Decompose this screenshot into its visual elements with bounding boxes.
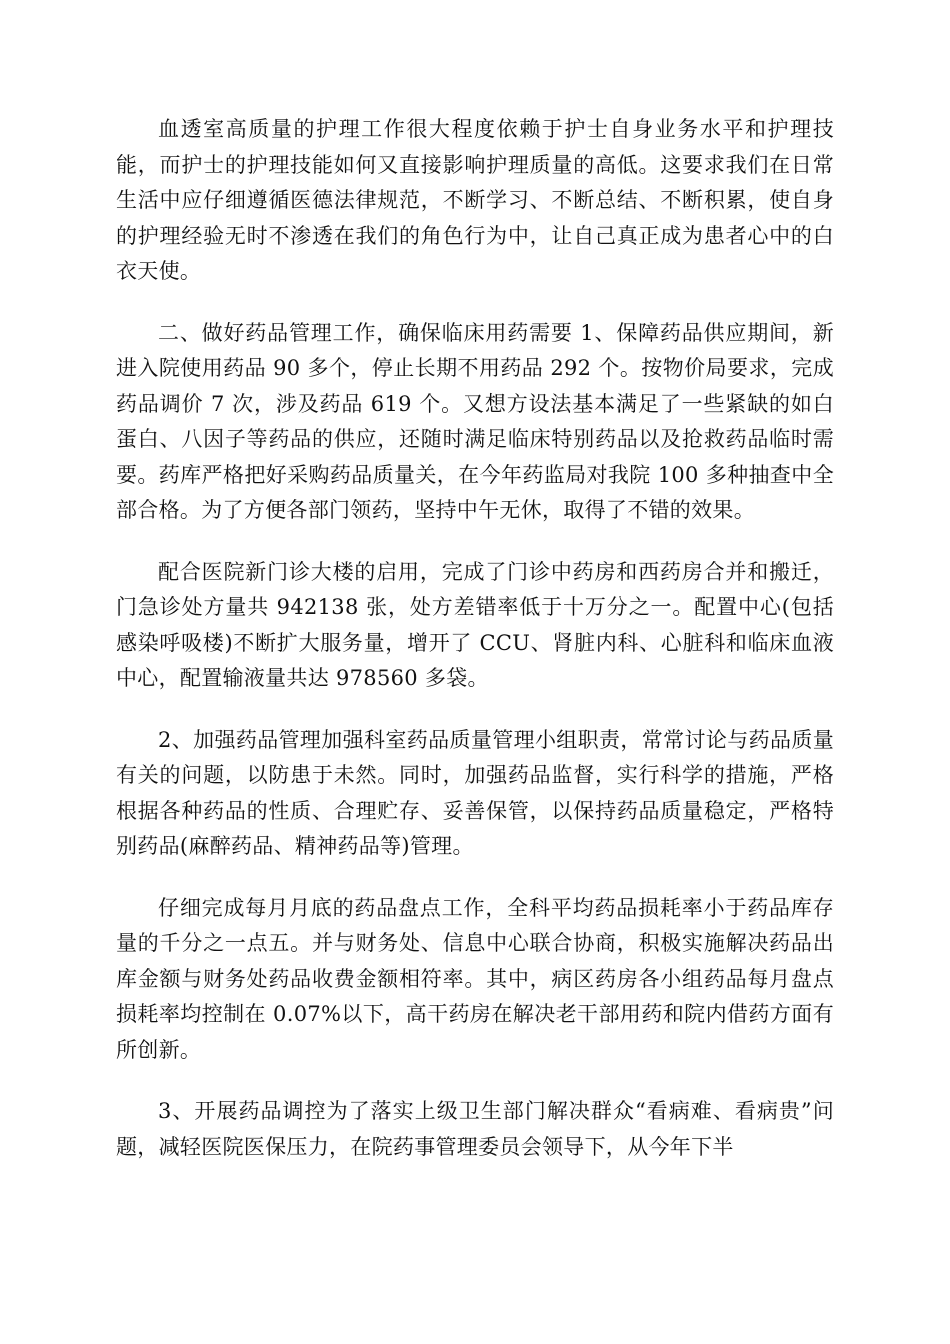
paragraph-drug-regulation: 3、开展药品调控为了落实上级卫生部门解决群众“看病难、看病贵”问题，减轻医院医保压力，在院药事管理委员会领导下，从今年下半 — [116, 1099, 834, 1159]
paragraph-nursing-quality: 血透室高质量的护理工作很大程度依赖于护士自身业务水平和护理技能，而护士的护理技能如何又直接影响护理质量的高低。这要求我们在日常生活中应仔细遵循医德法律规范，不断学习、不断总结、不断积累，使自身的护理经验无时不渗透在我们的角色行为中，让自己真正成为患者心中的白衣天使。 — [116, 117, 834, 283]
paragraph-inventory: 仔细完成每月月底的药品盘点工作，全科平均药品损耗率小于药品库存量的千分之一点五。并与财务处、信息中心联合协商，积极实施解决药品出库金额与财务处药品收费金额相符率。其中，病区药房各小组药品每月盘点损耗率均控制在 0.07%以下，高干药房在解决老干部用药和院内借药方面有所创新。 — [116, 895, 834, 1062]
paragraph-drug-management: 二、做好药品管理工作，确保临床用药需要 1、保障药品供应期间，新进入院使用药品 90 多个，停止长期不用药品 292 个。按物价局要求，完成药品调价 7 次，涉及药品 619 个。又想方设法基本满足了一些紧缺的如白蛋白、八因子等药品的供应，还随时满足临床特别药品以及抢救药品临时需要。药库严格把好采购药品质量关，在今年药监局对我院 100 多种抽查中全部合格。为了方便各部门领药，坚持中午无休，取得了不错的效果。 — [116, 320, 834, 522]
document-body — [116, 112, 834, 1191]
paragraph-outpatient-pharmacy: 配合医院新门诊大楼的启用，完成了门诊中药房和西药房合并和搬迁，门急诊处方量共 942138 张，处方差错率低于十万分之一。配置中心(包括感染呼吸楼)不断扩大服务量，增开了 CCU、肾脏内科、心脏科和临床血液中心，配置输液量共达 978560 多袋。 — [116, 559, 834, 690]
paragraph-quality-control: 2、加强药品管理加强科室药品质量管理小组职责，常常讨论与药品质量有关的问题，以防患于未然。同时，加强药品监督，实行科学的措施，严格根据各种药品的性质、合理贮存、妥善保管，以保持药品质量稳定，严格特别药品(麻醉药品、精神药品等)管理。 — [116, 727, 834, 858]
